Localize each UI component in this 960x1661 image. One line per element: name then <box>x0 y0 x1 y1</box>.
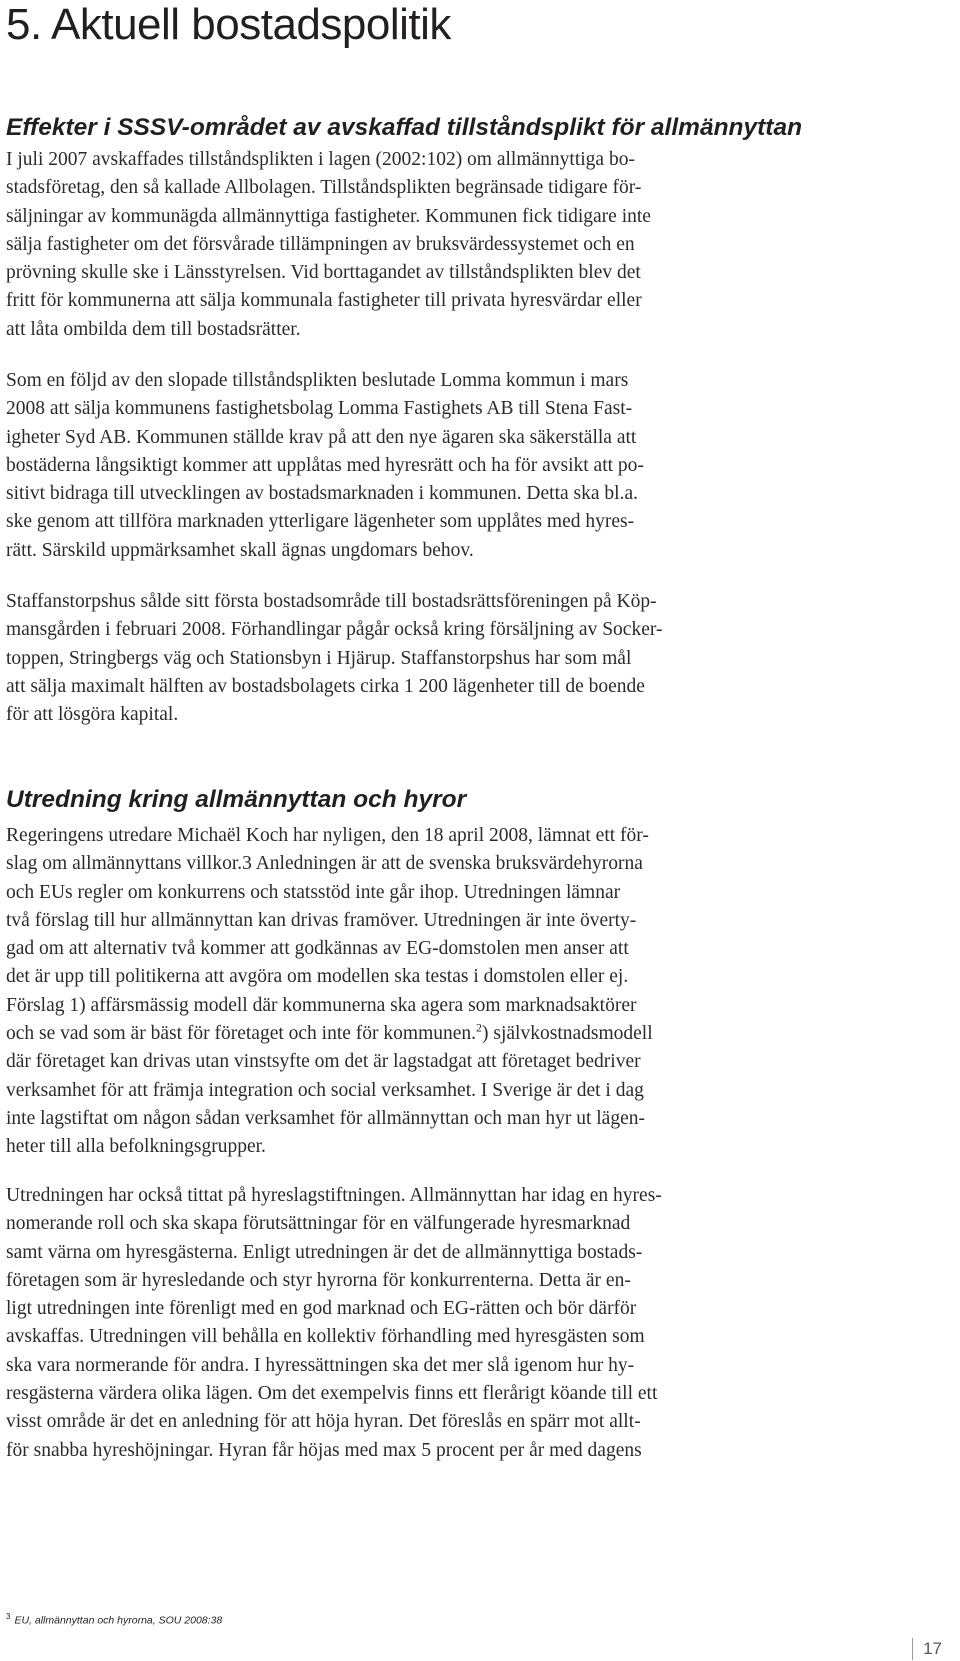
text-line: där företaget kan drivas utan vinstsyfte om det är lagstadgat att företaget bedriver <box>6 1051 641 1073</box>
text-line: avskaffas. Utredningen vill behålla en kollektiv förhandling med hyresgästen som <box>6 1326 645 1348</box>
text-line: bostäderna långsiktigt kommer att upplåtas med hyresrätt och ha för avsikt att po- <box>6 454 644 476</box>
text-line: för snabba hyreshöjningar. Hyran får höjas med max 5 procent per år med dagens <box>6 1439 642 1461</box>
text-line: ske genom att tillföra marknaden ytterligare lägenheter som upplåtes med hyres- <box>6 511 635 533</box>
text-line: 2008 att sälja kommunens fastighetsbolag Lomma Fastighets AB till Stena Fast- <box>6 398 633 420</box>
text-line: I juli 2007 avskaffades tillståndsplikten i lagen (2002:102) om allmännyttiga bo- <box>6 149 635 170</box>
text-segment: ) självkostnadsmodell <box>482 1023 653 1045</box>
footnote-marker: 3 <box>6 1612 11 1621</box>
text-line: sälja fastigheter om det försvårade tillämpningen av bruksvärdessystemet och en <box>6 233 635 255</box>
text-line: två förslag till hur allmännyttan kan drivas framöver. Utredningen är inte överty- <box>6 909 637 931</box>
text-line: företagen som är hyresledande och styr hyrorna för konkurrenterna. Detta är en- <box>6 1269 631 1291</box>
text-line: igheter Syd AB. Kommunen ställde krav på att den nye ägaren ska säkerställa att <box>6 426 637 448</box>
text-line: det är upp till politikerna att avgöra om modellen ska testas i domstolen eller ej. <box>6 966 629 988</box>
text-line: inte lagstiftat om någon sådan verksamhet för allmännyttan och man hyr ut lägen- <box>6 1107 645 1129</box>
paragraph-lomma <box>6 367 826 565</box>
paragraph-staffanstorpshus <box>6 588 826 729</box>
footnote <box>6 1612 222 1627</box>
text-line: prövning skulle ske i Länsstyrelsen. Vid borttagandet av tillståndsplikten blev det <box>6 262 641 284</box>
text-line: visst område är det en anledning för att höja hyran. Det föreslås en spärr mot allt- <box>6 1411 641 1433</box>
text-line: fritt för kommunerna att sälja kommunala fastigheter till privata hyresvärdar eller <box>6 290 642 312</box>
paragraph-allbolagen <box>6 146 826 344</box>
page-number: 17 <box>912 1638 942 1660</box>
paragraph-koch-utredning <box>6 822 826 1162</box>
text-line: stadsföretag, den så kallade Allbolagen. Tillståndsplikten begränsade tidigare för- <box>6 177 642 199</box>
text-line-with-superscript <box>6 1020 826 1048</box>
text-line: ska vara normerande för andra. I hyressättningen ska det mer slå igenom hur hy- <box>6 1354 635 1376</box>
section-heading-utredning: Utredning kring allmännyttan och hyror <box>6 786 467 813</box>
text-line: ligt utredningen inte förenligt med en god marknad och EG-rätten och bör därför <box>6 1298 637 1320</box>
text-line: verksamhet för att främja integration och social verksamhet. I Sverige är det i dag <box>6 1079 644 1101</box>
superscript-marker: 2 <box>476 1020 483 1035</box>
text-line: heter till alla befolkningsgrupper. <box>6 1136 266 1158</box>
section-heading-effekter: Effekter i SSSV-området av avskaffad tillståndsplikt för allmännyttan <box>6 114 803 141</box>
text-line: Staffanstorpshus sålde sitt första bostadsområde till bostadsrättsföreningen på Köp- <box>6 591 657 612</box>
text-line: och EUs regler om konkurrens och statsstöd inte går ihop. Utredningen lämnar <box>6 881 621 903</box>
text-line: toppen, Stringbergs väg och Stationsbyn i Hjärup. Staffanstorpshus har som mål <box>6 647 632 669</box>
paragraph-hyreslagstiftning <box>6 1182 826 1465</box>
text-line: säljningar av kommunägda allmännyttiga fastigheter. Kommunen fick tidigare inte <box>6 205 651 227</box>
text-line: Regeringens utredare Michaël Koch har nyligen, den 18 april 2008, lämnat ett för- <box>6 825 649 846</box>
chapter-title: 5. Aktuell bostadspolitik <box>6 0 451 49</box>
text-line: Förslag 1) affärsmässig modell där kommunerna ska agera som marknadsaktörer <box>6 994 637 1016</box>
text-line: Utredningen har också tittat på hyreslagstiftningen. Allmännyttan har idag en hyres- <box>6 1185 662 1206</box>
text-line: sitivt bidraga till utvecklingen av bostadsmarknaden i kommunen. Detta ska bl.a. <box>6 483 638 505</box>
text-segment: och se vad som är bäst för företaget och inte för kommunen. <box>6 1023 477 1045</box>
text-line: nomerande roll och ska skapa förutsättningar för en välfungerade hyresmarknad <box>6 1213 631 1235</box>
text-line: samt värna om hyresgästerna. Enligt utredningen är det de allmännyttiga bostads- <box>6 1241 643 1263</box>
text-line: för att lösgöra kapital. <box>6 704 179 726</box>
text-line: mansgården i februari 2008. Förhandlingar pågår också kring försäljning av Socker- <box>6 619 663 641</box>
text-line: gad om att alternativ två kommer att godkännas av EG-domstolen men anser att <box>6 938 629 960</box>
text-line: rätt. Särskild uppmärksamhet skall ägnas ungdomars behov. <box>6 539 474 561</box>
text-line: att låta ombilda dem till bostadsrätter. <box>6 318 301 340</box>
text-line: Som en följd av den slopade tillståndsplikten beslutade Lomma kommun i mars <box>6 370 629 391</box>
text-line: slag om allmännyttans villkor.3 Anledningen är att de svenska bruksvärdehyrorna <box>6 853 643 875</box>
text-line: resgästerna värdera olika lägen. Om det exempelvis finns ett flerårigt köande till ett <box>6 1383 658 1405</box>
footnote-text: EU, allmännyttan och hyrorna, SOU 2008:38 <box>14 1614 223 1627</box>
text-line: att sälja maximalt hälften av bostadsbolagets cirka 1 200 lägenheter till de boende <box>6 675 645 697</box>
